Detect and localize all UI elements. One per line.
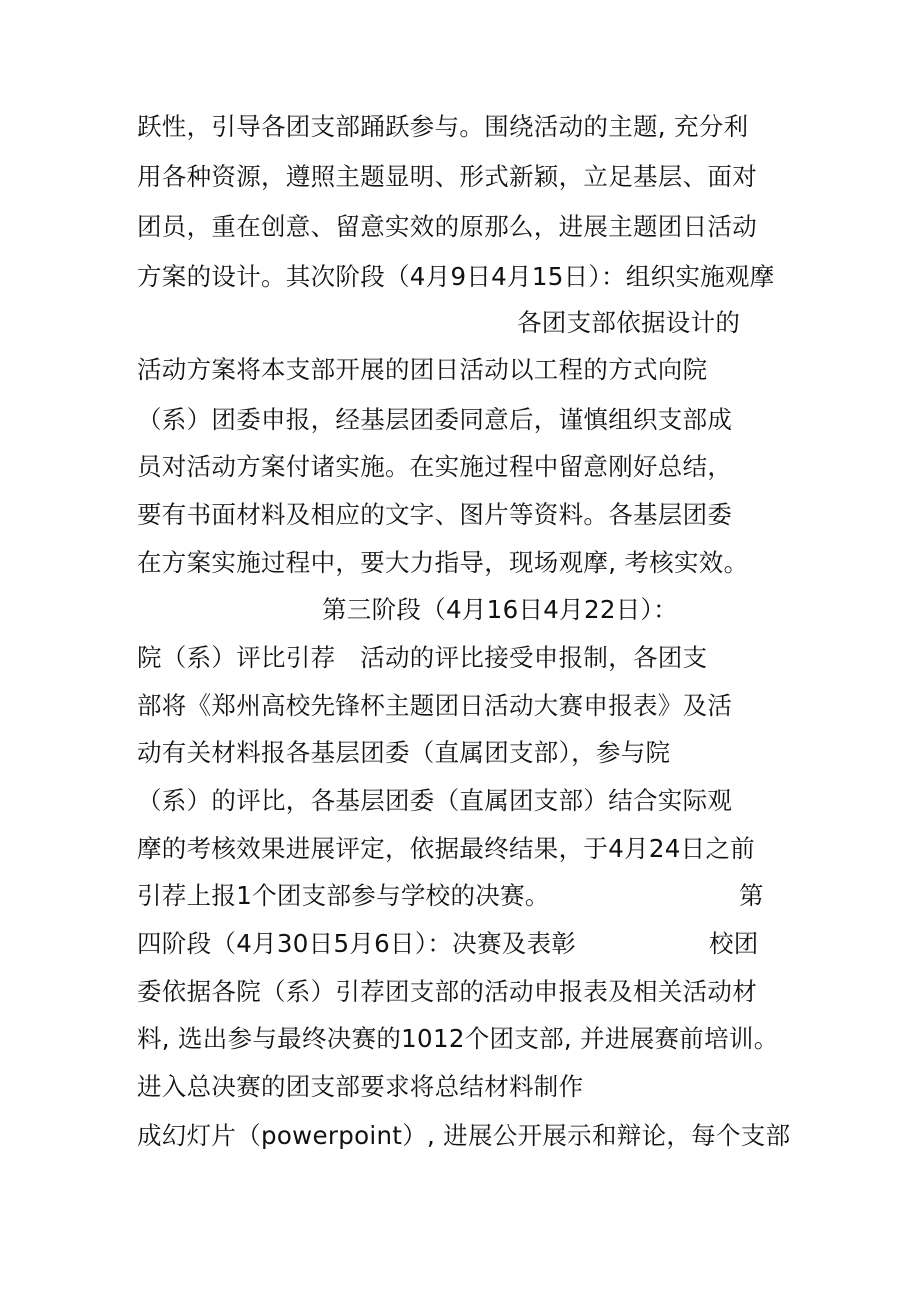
text-line: 委依据各院（系）引荐团支部的活动申报表及相关活动材 <box>137 977 757 1006</box>
text-line: 四阶段（4月30日5月6日）：决赛及表彰 <box>137 929 577 958</box>
text-line: 在方案实施过程中，要大力指导，现场观摩, 考核实效。 <box>137 548 749 577</box>
text-line: 校团 <box>709 929 759 958</box>
text-line: 各团支部依据设计的 <box>517 308 741 337</box>
text-line: 团员，重在创意、留意实效的原那么，进展主题团日活动 <box>137 212 757 241</box>
text-line: 用各种资源，遵照主题显明、形式新颖，立足基层、面对 <box>137 162 757 191</box>
text-line: 跃性，引导各团支部踊跃参与。围绕活动的主题, 充分利 <box>137 112 749 141</box>
text-line: 成幻灯片（powerpoint）, 进展公开展示和辩论，每个支部 <box>137 1121 791 1150</box>
text-line: 动有关材料报各基层团委（直属团支部），参与院 <box>137 738 671 767</box>
text-line: 方案的设计。其次阶段（4月9日4月15日）：组织实施观摩 <box>137 262 775 291</box>
text-line: 员对活动方案付诸实施。在实施过程中留意刚好总结， <box>137 452 733 481</box>
text-line: 进入总决赛的团支部要求将总结材料制作 <box>137 1072 584 1101</box>
text-line: 活动方案将本支部开展的团日活动以工程的方式向院 <box>137 355 708 384</box>
text-line: 料, 选出参与最终决赛的1012个团支部, 并进展赛前培训。 <box>137 1024 779 1053</box>
text-line: （系）的评比，各基层团委（直属团支部）结合实际观 <box>137 786 733 815</box>
section-heading: 第三阶段（4月16日4月22日）： <box>322 595 678 624</box>
text-line: 部将《郑州高校先锋杯主题团日活动大赛申报表》及活 <box>137 691 733 720</box>
text-line: 第 <box>739 881 764 910</box>
text-line: 院（系）评比引荐 活动的评比接受申报制，各团支 <box>137 643 708 672</box>
text-line: 摩的考核效果进展评定，依据最终结果，于4月24日之前 <box>137 834 756 863</box>
text-line: 引荐上报1个团支部参与学校的决赛。 <box>137 881 550 910</box>
text-line: 要有书面材料及相应的文字、图片等资料。各基层团委 <box>137 500 733 529</box>
text-line: （系）团委申报，经基层团委同意后，谨慎组织支部成 <box>137 405 733 434</box>
